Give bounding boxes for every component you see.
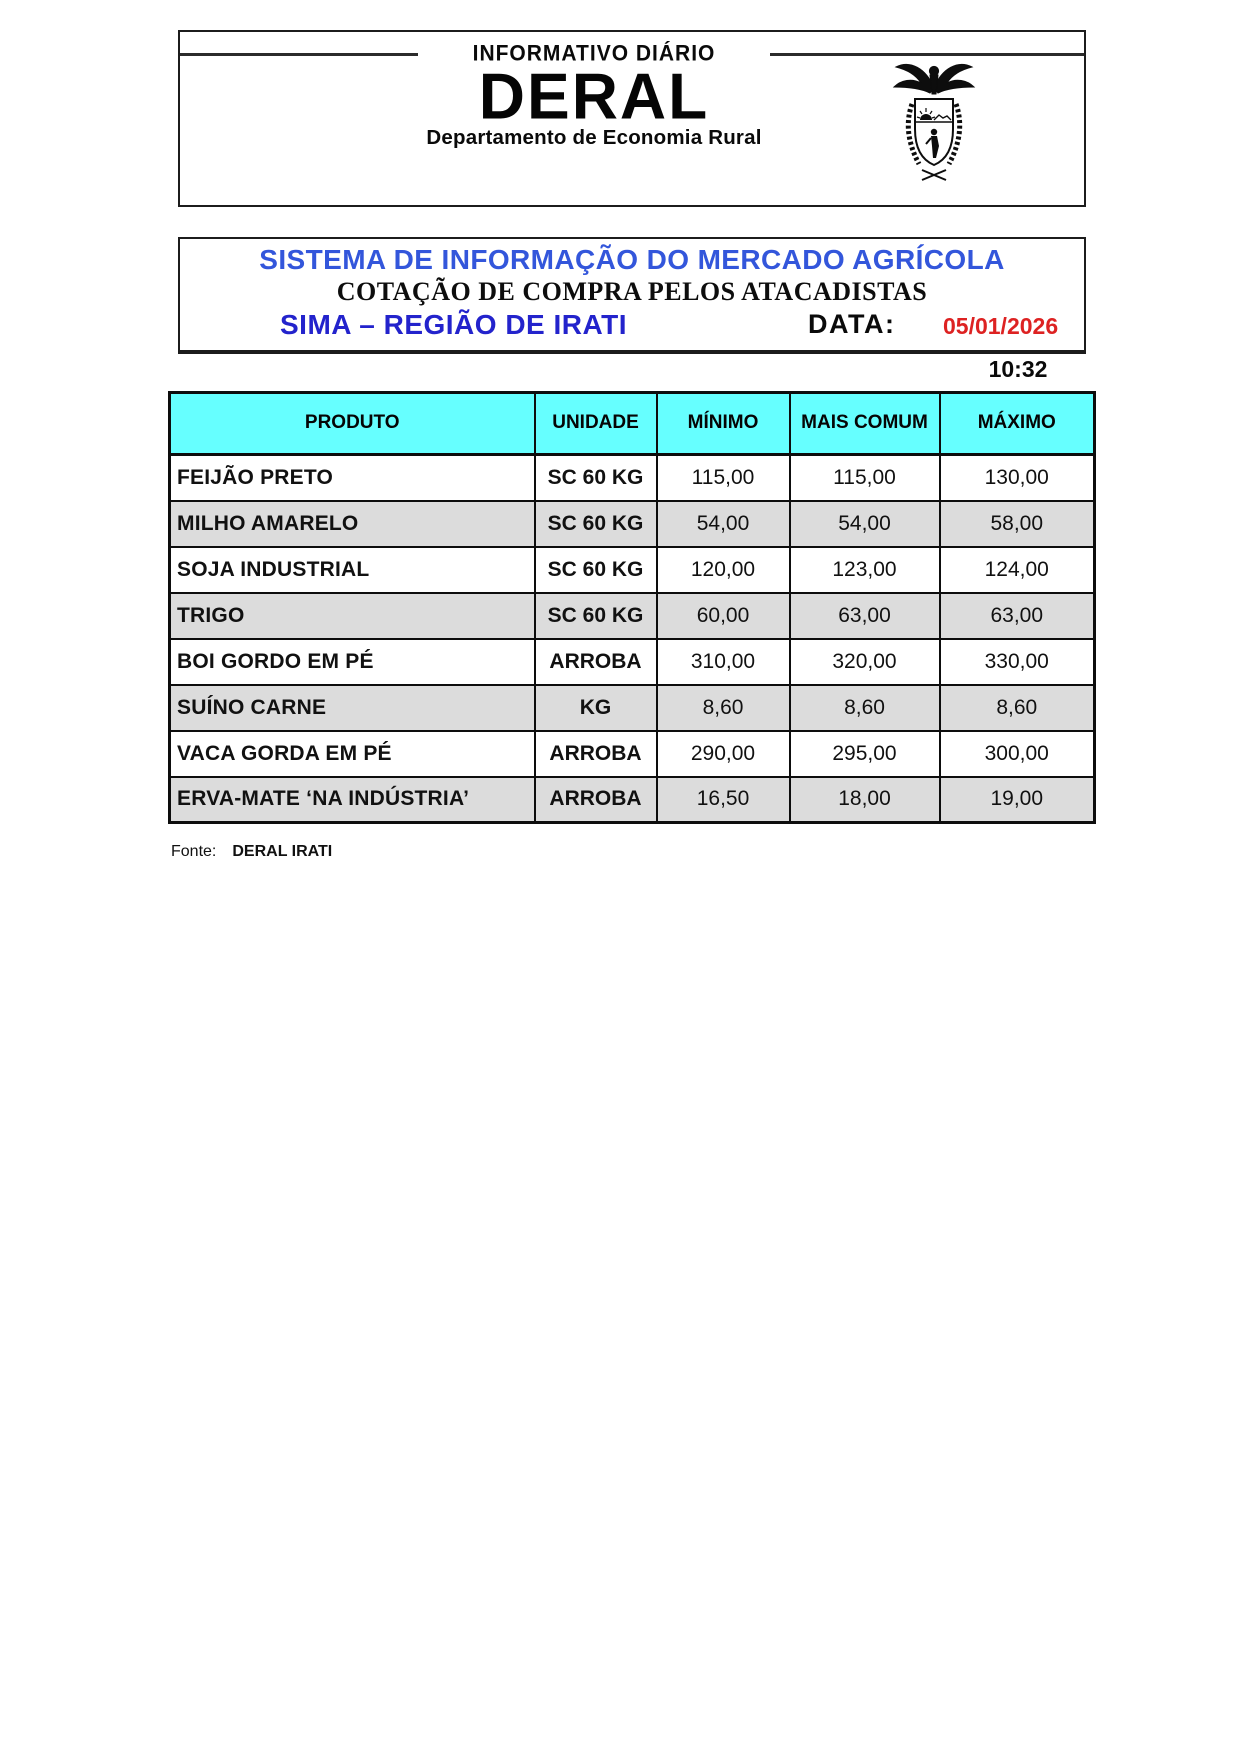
time-value: 10:32 xyxy=(988,356,1048,382)
product-cell: VACA GORDA EM PÉ xyxy=(170,731,535,777)
column-header-mais-comum: MAIS COMUM xyxy=(790,393,940,455)
max-price-cell: 63,00 xyxy=(940,593,1095,639)
max-price-cell: 58,00 xyxy=(940,501,1095,547)
table-row xyxy=(170,731,1095,777)
table-row xyxy=(170,455,1095,501)
column-header-unidade: UNIDADE xyxy=(535,393,657,455)
unit-cell: SC 60 KG xyxy=(535,547,657,593)
common-price-cell: 295,00 xyxy=(790,731,940,777)
unit-cell: SC 60 KG xyxy=(535,455,657,501)
min-price-cell: 8,60 xyxy=(657,685,790,731)
unit-cell: SC 60 KG xyxy=(535,501,657,547)
table-row xyxy=(170,639,1095,685)
unit-cell: KG xyxy=(535,685,657,731)
max-price-cell: 19,00 xyxy=(940,777,1095,823)
column-header-produto: PRODUTO xyxy=(170,393,535,455)
min-price-cell: 290,00 xyxy=(657,731,790,777)
source-value: DERAL IRATI xyxy=(232,843,333,860)
region-date-row xyxy=(180,309,1084,345)
min-price-cell: 16,50 xyxy=(657,777,790,823)
quotation-subtitle: COTAÇÃO DE COMPRA PELOS ATACADISTAS xyxy=(336,277,928,306)
table-header-row xyxy=(170,393,1095,455)
common-price-cell: 54,00 xyxy=(790,501,940,547)
logo-subtitle: Departamento de Economia Rural xyxy=(426,126,762,149)
table-row xyxy=(170,685,1095,731)
unit-cell: SC 60 KG xyxy=(535,593,657,639)
common-price-cell: 8,60 xyxy=(790,685,940,731)
product-cell: FEIJÃO PRETO xyxy=(170,455,535,501)
common-price-cell: 320,00 xyxy=(790,639,940,685)
common-price-cell: 63,00 xyxy=(790,593,940,639)
product-cell: SUÍNO CARNE xyxy=(170,685,535,731)
min-price-cell: 60,00 xyxy=(657,593,790,639)
logo-tagline: INFORMATIVO DIÁRIO xyxy=(472,41,716,66)
price-table xyxy=(168,391,1096,824)
column-header-minimo: MÍNIMO xyxy=(657,393,790,455)
table-row xyxy=(170,777,1095,823)
date-label: DATA: xyxy=(808,309,896,339)
product-cell: SOJA INDUSTRIAL xyxy=(170,547,535,593)
product-cell: TRIGO xyxy=(170,593,535,639)
region-title: SIMA – REGIÃO DE IRATI xyxy=(280,309,628,340)
deral-logo xyxy=(418,38,770,152)
unit-cell: ARROBA xyxy=(535,731,657,777)
common-price-cell: 123,00 xyxy=(790,547,940,593)
max-price-cell: 124,00 xyxy=(940,547,1095,593)
min-price-cell: 120,00 xyxy=(657,547,790,593)
table-row xyxy=(170,593,1095,639)
source-line xyxy=(171,843,332,861)
price-table-body xyxy=(170,455,1095,823)
min-price-cell: 54,00 xyxy=(657,501,790,547)
max-price-cell: 8,60 xyxy=(940,685,1095,731)
product-cell: ERVA-MATE ‘NA INDÚSTRIA’ xyxy=(170,777,535,823)
column-header-maximo: MÁXIMO xyxy=(940,393,1095,455)
max-price-cell: 130,00 xyxy=(940,455,1095,501)
common-price-cell: 18,00 xyxy=(790,777,940,823)
date-value: 05/01/2026 xyxy=(943,313,1059,339)
table-row xyxy=(170,501,1095,547)
max-price-cell: 330,00 xyxy=(940,639,1095,685)
unit-cell: ARROBA xyxy=(535,777,657,823)
logo-wordmark: DERAL xyxy=(478,59,710,133)
min-price-cell: 115,00 xyxy=(657,455,790,501)
unit-cell: ARROBA xyxy=(535,639,657,685)
product-cell: BOI GORDO EM PÉ xyxy=(170,639,535,685)
min-price-cell: 310,00 xyxy=(657,639,790,685)
header-box xyxy=(178,30,1086,207)
parana-coat-of-arms-icon xyxy=(888,58,980,190)
title-box xyxy=(178,237,1086,354)
system-title: SISTEMA DE INFORMAÇÃO DO MERCADO AGRÍCOLA xyxy=(259,244,1005,275)
table-row xyxy=(170,547,1095,593)
product-cell: MILHO AMARELO xyxy=(170,501,535,547)
max-price-cell: 300,00 xyxy=(940,731,1095,777)
source-label: Fonte: xyxy=(171,843,217,860)
common-price-cell: 115,00 xyxy=(790,455,940,501)
